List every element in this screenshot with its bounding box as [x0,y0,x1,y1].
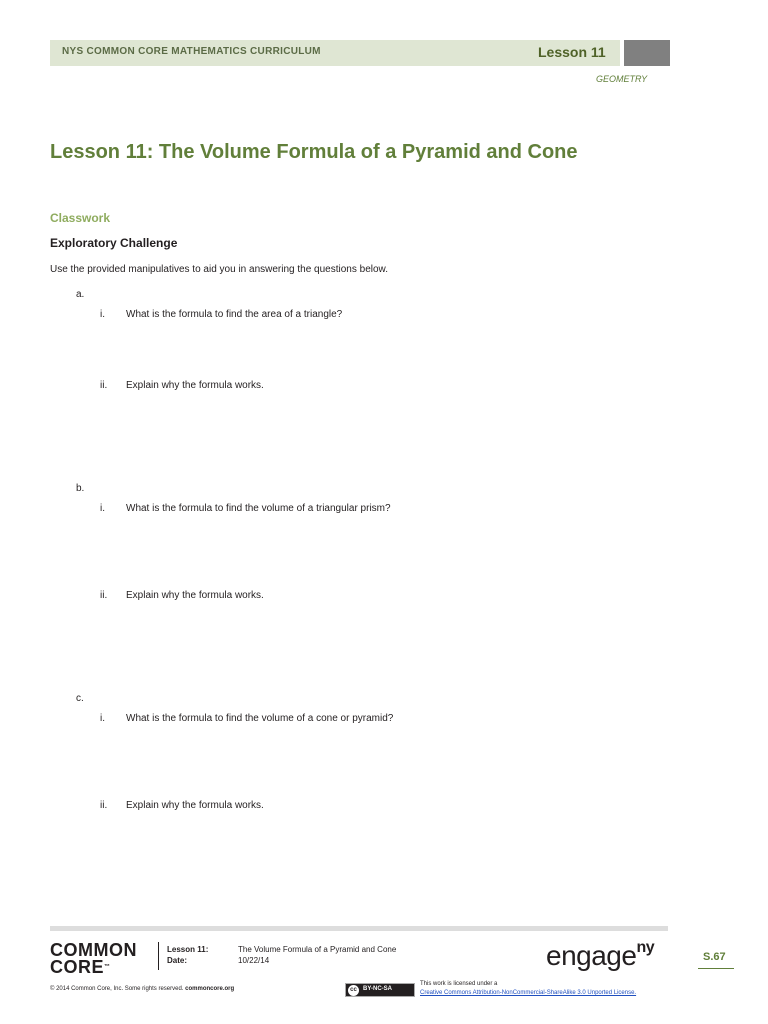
cc-license-code: BY-NC-SA [363,986,393,992]
lesson-number: Lesson 11 [538,44,606,60]
logo-trademark: ™ [104,964,111,970]
part-b-q2-text: Explain why the formula works. [126,590,264,601]
part-c-letter: c. [76,693,84,704]
logo-line-1: COMMON [50,940,137,960]
common-core-logo [50,942,137,976]
footer-divider [158,942,159,970]
part-b-q2-number: ii. [100,590,108,601]
engage-ny: ny [636,938,655,956]
creative-commons-badge[interactable] [345,983,415,997]
part-c-q2-text: Explain why the formula works. [126,800,264,811]
copyright-text: © 2014 Common Core, Inc. Some rights reserved. [50,986,184,992]
intro-text: Use the provided manipulatives to aid you in answering the questions below. [50,264,388,275]
curriculum-title: NYS COMMON CORE MATHEMATICS CURRICULUM [62,46,321,57]
part-c-q1-text: What is the formula to find the volume of a cone or pyramid? [126,713,394,724]
license-link[interactable]: Creative Commons Attribution-NonCommercial-ShareAlike 3.0 Unported License. [420,990,637,996]
subsection-heading: Exploratory Challenge [50,236,178,250]
copyright-site: commoncore.org [185,986,235,992]
copyright-notice [50,986,234,992]
part-a-q2-text: Explain why the formula works. [126,380,264,391]
footer-lesson-label: Lesson 11: [167,945,209,954]
part-b-q1-number: i. [100,503,105,514]
logo-line-2-text: CORE [50,957,105,977]
part-c-q2-number: ii. [100,800,108,811]
header-tab [624,40,670,66]
footer-date-value: 10/22/14 [238,956,270,965]
part-a-letter: a. [76,289,85,300]
logo-line-2 [50,959,137,976]
engage-text: engage [546,940,637,971]
engageny-logo [546,940,654,972]
cc-icon: cc [348,985,359,996]
page-number-underline [698,968,734,969]
part-b-q1-text: What is the formula to find the volume of a triangular prism? [126,503,391,514]
footer-lesson-title: The Volume Formula of a Pyramid and Cone [238,945,397,954]
section-heading: Classwork [50,211,111,225]
part-b-letter: b. [76,483,85,494]
footer-rule [50,926,668,931]
subject-label: GEOMETRY [596,74,648,84]
license-intro: This work is licensed under a [420,981,498,987]
part-c-q1-number: i. [100,713,105,724]
part-a-q1-number: i. [100,309,105,320]
footer-date-label: Date: [167,956,188,965]
part-a-q1-text: What is the formula to find the area of a triangle? [126,309,343,320]
part-a-q2-number: ii. [100,380,108,391]
page-title: Lesson 11: The Volume Formula of a Pyramid and Cone [50,141,578,163]
page-number: S.67 [703,951,726,963]
